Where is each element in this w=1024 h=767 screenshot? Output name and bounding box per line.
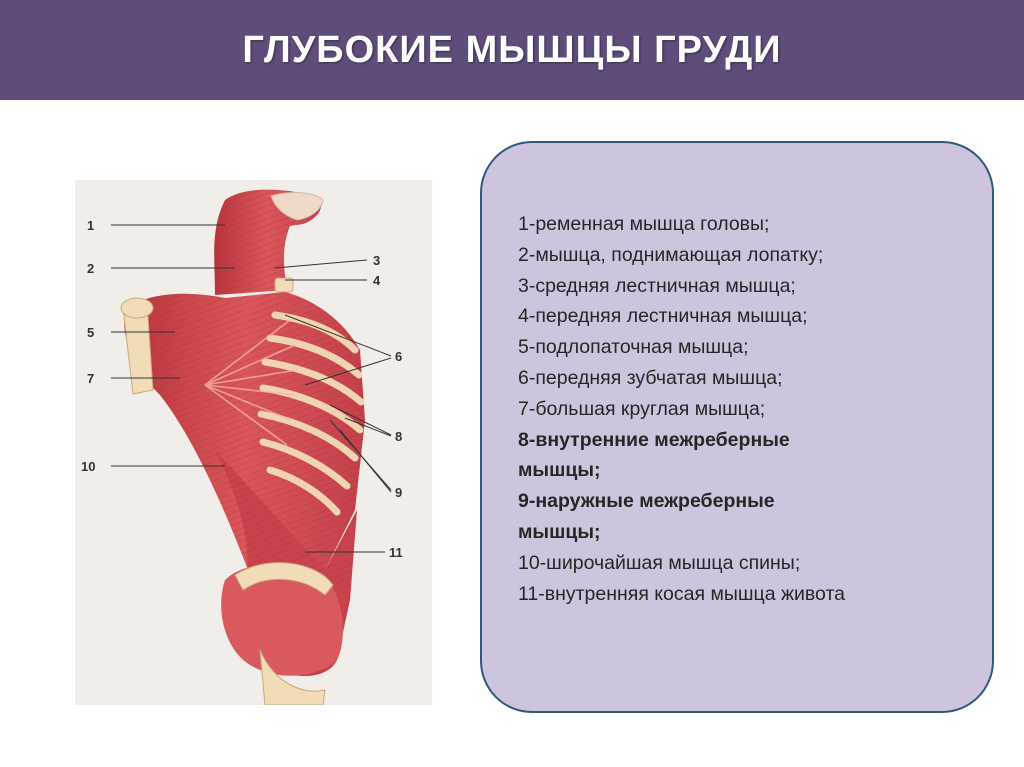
legend-item: 5-подлопаточная мышца;: [518, 336, 749, 359]
figure-label-9: 9: [395, 485, 403, 500]
figure-label-6: 6: [395, 349, 403, 364]
title-bar: [0, 0, 1024, 100]
slide-title: ГЛУБОКИЕ МЫШЦЫ ГРУДИ: [242, 28, 782, 71]
figure-label-11: 11: [389, 545, 403, 560]
figure-label-8: 8: [395, 429, 403, 444]
figure-label-5: 5: [87, 325, 95, 340]
legend-item: 6-передняя зубчатая мышца;: [518, 366, 783, 389]
figure-label-1: 1: [87, 218, 95, 233]
figure-label-7: 7: [87, 371, 95, 386]
legend-item: 9-наружные межреберные: [518, 490, 775, 513]
legend-item: 7-большая круглая мышца;: [518, 397, 766, 420]
figure-label-10: 10: [81, 459, 96, 474]
legend-item: 4-передняя лестничная мышца;: [518, 305, 808, 328]
legend-item: 3-средняя лестничная мышца;: [518, 274, 796, 297]
legend-panel: [480, 141, 994, 713]
legend-item: 11-внутренняя косая мышца живота: [518, 582, 846, 605]
legend-item: 10-широчайшая мышца спины;: [518, 551, 801, 574]
figure-label-2: 2: [87, 261, 95, 276]
legend-item: 1-ременная мышца головы;: [518, 213, 770, 235]
legend-item: 2-мышца, поднимающая лопатку;: [518, 243, 824, 266]
figure-label-4: 4: [373, 273, 381, 288]
legend-item: 8-внутренние межреберные: [518, 428, 790, 451]
legend-item: мышцы;: [518, 520, 601, 543]
legend-item: мышцы;: [518, 459, 601, 482]
anatomy-illustration: [75, 180, 432, 705]
legend-list: [518, 209, 845, 609]
torso-muscles-drawing: [75, 180, 432, 705]
figure-label-3: 3: [373, 253, 381, 268]
